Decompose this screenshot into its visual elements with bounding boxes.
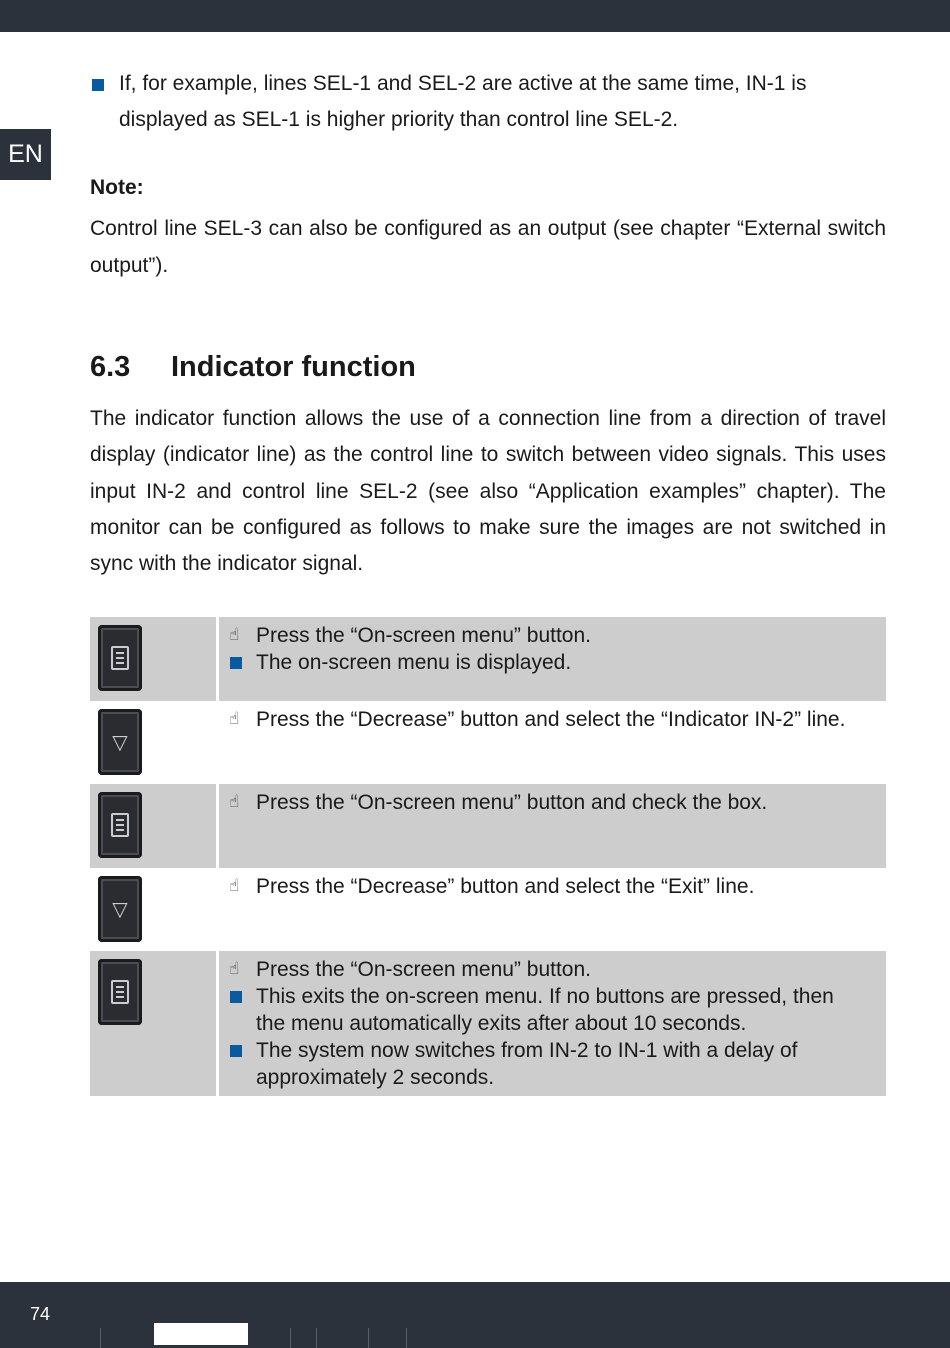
bullet-square-icon: [230, 991, 242, 1003]
step-result: [229, 649, 856, 676]
page-number: 74: [30, 1304, 51, 1324]
decrease-button-icon: ▽: [98, 876, 142, 942]
step-row: [90, 951, 886, 1096]
step-result: [229, 983, 856, 1037]
step-row: [90, 701, 886, 784]
step-icon-cell: [90, 701, 219, 784]
step-icon-cell: [90, 951, 219, 1096]
hand-pointer-icon: ☝: [229, 792, 240, 812]
section-heading: [90, 351, 416, 384]
step-text-cell: [219, 951, 886, 1096]
footer-tick: [316, 1328, 317, 1348]
step-icon-cell: [90, 617, 219, 701]
intro-bullet: [90, 66, 886, 138]
step-action: [229, 873, 856, 900]
step-icon-cell: [90, 868, 219, 951]
decrease-button-icon: ▽: [98, 709, 142, 775]
menu-button-icon: [98, 625, 142, 691]
step-action: [229, 706, 856, 733]
steps-table: [90, 617, 886, 1096]
bullet-square-icon: [230, 657, 242, 669]
step-text-cell: [219, 868, 886, 951]
step-text-cell: [219, 701, 886, 784]
bullet-square-icon: [92, 79, 104, 91]
step-result-text: This exits the on-screen menu. If no buttons are pressed, then the menu automatically exits after about 10 seconds.: [256, 985, 834, 1035]
step-row: [90, 784, 886, 868]
intro-bullet-text: If, for example, lines SEL-1 and SEL-2 are active at the same time, IN-1 is displayed as SEL-1 is higher priority than control line SEL-2.: [119, 72, 807, 131]
step-action-text: Press the “Decrease” button and select the “Exit” line.: [256, 875, 755, 898]
footer-tick: [368, 1328, 369, 1348]
menu-button-icon: [98, 959, 142, 1025]
hand-pointer-icon: ☝: [229, 625, 240, 645]
step-action: [229, 956, 856, 983]
step-action-text: Press the “On-screen menu” button.: [256, 958, 591, 981]
footer-tick: [406, 1328, 407, 1348]
hand-pointer-icon: ☝: [229, 709, 240, 729]
hand-pointer-icon: ☝: [229, 876, 240, 896]
top-bar: [0, 0, 950, 32]
hand-pointer-icon: ☝: [229, 959, 240, 979]
step-action-text: Press the “On-screen menu” button.: [256, 624, 591, 647]
step-action: [229, 622, 856, 649]
step-result-text: The system now switches from IN-2 to IN-1 with a delay of approximately 2 seconds.: [256, 1039, 798, 1089]
footer-tick: [290, 1328, 291, 1348]
step-text-cell: [219, 784, 886, 868]
note-text: Control line SEL-3 can also be configured as an output (see chapter “External switch output”).: [90, 217, 886, 277]
step-action: [229, 789, 856, 816]
footer-block: [154, 1323, 248, 1345]
section-number: 6.3: [90, 351, 131, 383]
bottom-bar: [0, 1282, 950, 1348]
note-title: Note:: [90, 176, 144, 199]
step-action-text: Press the “Decrease” button and select the “Indicator IN-2” line.: [256, 708, 846, 731]
step-result-text: The on-screen menu is displayed.: [256, 651, 572, 674]
step-result: [229, 1037, 856, 1091]
step-row: [90, 868, 886, 951]
menu-button-icon: [98, 792, 142, 858]
step-icon-cell: [90, 784, 219, 868]
footer-tick: [100, 1328, 101, 1348]
language-tab: EN: [0, 129, 51, 180]
step-text-cell: [219, 617, 886, 701]
step-row: [90, 617, 886, 701]
step-action-text: Press the “On-screen menu” button and check the box.: [256, 791, 768, 814]
section-title: Indicator function: [171, 351, 416, 383]
bullet-square-icon: [230, 1045, 242, 1057]
section-paragraph: The indicator function allows the use of a connection line from a direction of travel display (indicator line) as the control line to switch between video signals. This uses input IN-2 and control line SEL-2 (see also “Application examples” chapter). The monitor can be configured as follows to make sure the images are not switched in sync with the indicator signal.: [90, 407, 886, 576]
